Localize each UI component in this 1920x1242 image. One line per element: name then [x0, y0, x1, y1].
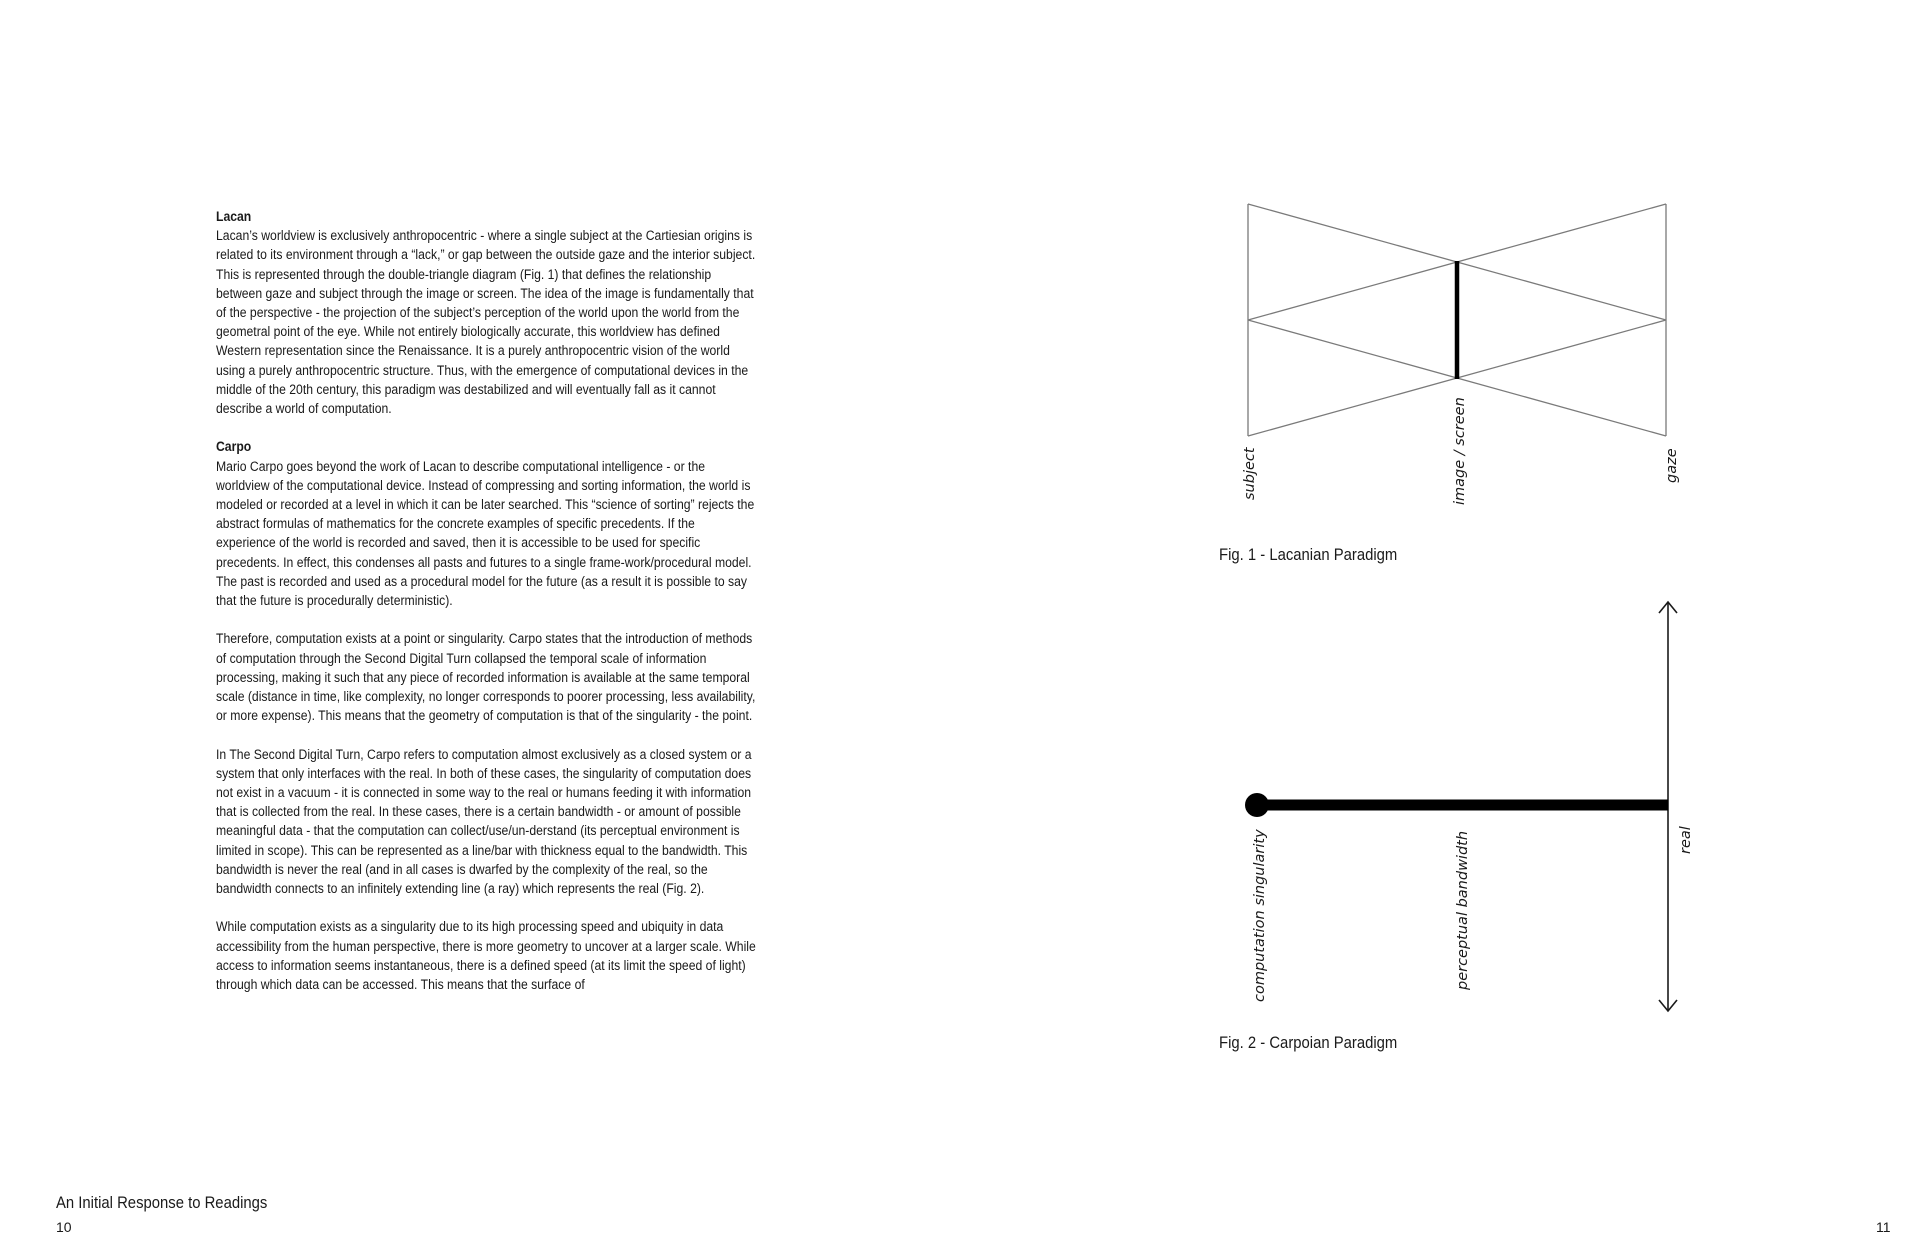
footer-title: An Initial Response to Readings	[56, 1194, 268, 1212]
section-heading: Lacan	[216, 209, 252, 225]
fig1-bottom-right-line	[1457, 378, 1666, 436]
fig1-bottom-left-line	[1248, 378, 1457, 436]
fig2-label-perceptual-bandwidth: perceptual bandwidth	[1455, 830, 1471, 990]
fig1-label-image-screen: image / screen	[1452, 397, 1468, 505]
page-number-right: 11	[1876, 1219, 1891, 1235]
paragraph: In The Second Digital Turn, Carpo refers to computation almost exclusively as a closed system or a system that only interfaces with the real. In both of these cases, the singularity of computation does not exist in a vacuum - it is connected in some way to the real or humans feeding it with information that is collected from the real. In these cases, there is a certain bandwidth - or amount of possible meaningful data - that the computation can collect/use/un-derstand (its perceptual environment is limited in scope). This can be represented as a line/bar with thickness equal to the bandwidth. This bandwidth is never the real (and in all cases is dwarfed by the complexity of the real, so the bandwidth connects to an infinitely extending line (a ray) which represents the real (Fig. 2).	[216, 746, 752, 898]
fig1-top-left-line	[1248, 204, 1457, 262]
fig1-left-lower-ray	[1248, 320, 1457, 378]
fig1-right-lower-ray	[1457, 320, 1666, 378]
fig1-top-right-line	[1457, 204, 1666, 262]
fig1-right-upper-ray	[1457, 262, 1666, 320]
fig1-label-subject: subject	[1242, 447, 1258, 500]
paragraph: While computation exists as a singularity due to its high processing speed and ubiquity in data accessibility from the human perspective, there is more geometry to uncover at a larger scale. While access to information seems instantaneous, there is a defined speed (at its limit the speed of light) through which data can be accessed. This means that the surface of	[216, 919, 756, 994]
fig2-caption: Fig. 2 - Carpoian Paradigm	[1219, 1034, 1398, 1052]
fig1-left-upper-ray	[1248, 262, 1457, 320]
fig2-label-computation-singularity: computation singularity	[1252, 829, 1268, 1002]
paragraph: Lacan’s worldview is exclusively anthropocentric - where a single subject at the Cartiesian origins is related to its environment through a “lack,” or gap between the outside gaze and the interior subject. This is represented through the double-triangle diagram (Fig. 1) that defines the relationship between gaze and subject through the image or screen. The idea of the image is fundamentally that of the perspective - the projection of the subject’s perception of the world upon the world from the geometral point of the eye. While not entirely biologically accurate, this worldview has defined Western representation since the Renaissance. It is a purely anthropocentric vision of the world using a purely anthropocentric structure. Thus, with the emergence of computational devices in the middle of the 20th century, this paradigm was destabilized and will eventually fall as it cannot describe a world of computation.	[216, 228, 756, 418]
fig2-singularity-point	[1245, 793, 1269, 817]
paragraph: Mario Carpo goes beyond the work of Lacan to describe computational intelligence - or the worldview of the computational device. Instead of compressing and sorting information, the world is modeled or recorded at a level in which it can be later searched. This “science of sorting” rejects the abstract formulas of mathematics for the concrete examples of specific precedents. If the experience of the world is recorded and saved, then it is accessible to be used for specific precedents. In effect, this condenses all pasts and futures to a single frame-work/procedural model. The past is recorded and used as a procedural model for the future (as a result it is possible to say that the future is procedurally deterministic).	[216, 458, 755, 610]
fig1-caption: Fig. 1 - Lacanian Paradigm	[1219, 546, 1398, 564]
fig1-label-gaze: gaze	[1664, 448, 1680, 483]
fig2-label-real: real	[1678, 826, 1694, 854]
section-heading: Carpo	[216, 439, 252, 456]
page-number-left: 10	[56, 1219, 72, 1235]
paragraph: Therefore, computation exists at a point or singularity. Carpo states that the introduction of methods of computation through the Second Digital Turn collapsed the temporal scale of information processing, making it such that any piece of recorded information is available at the same temporal scale (distance in time, like complexity, no longer corresponds to poorer processing, less availability, or more expense). This means that the geometry of computation is that of the singularity - the point.	[216, 631, 756, 725]
